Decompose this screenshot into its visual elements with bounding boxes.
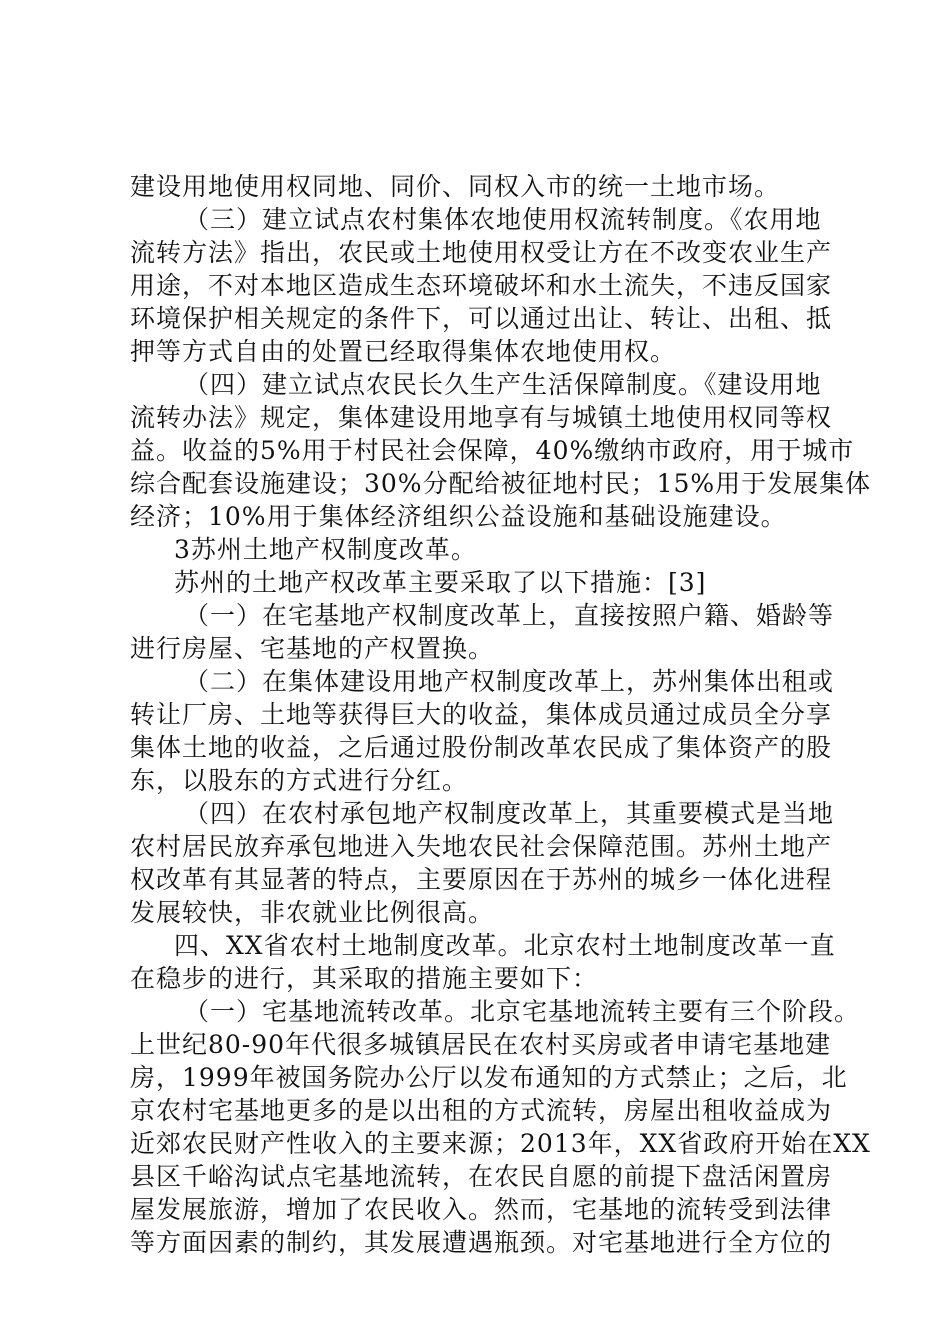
text-line: 农村居民放弃承包地进入失地农民社会保障范围。苏州土地产 xyxy=(130,832,833,861)
text-line: （三）建立试点农村集体农地使用权流转制度。《农用地 xyxy=(184,205,822,234)
text-line: 发展较快，非农就业比例很高。 xyxy=(130,898,495,927)
text-line: 流转办法》规定，集体建设用地享有与城镇土地使用权同等权 xyxy=(130,403,833,432)
body-text xyxy=(130,170,872,1259)
text-line: （二）在集体建设用地产权制度改革上，苏州集体出租或 xyxy=(184,667,835,696)
text-line: 环境保护相关规定的条件下，可以通过出让、转让、出租、抵 xyxy=(130,304,833,333)
section-heading: 四、XX省农村土地制度改革。北京农村土地制度改革一直 xyxy=(174,931,836,960)
text-line: 近郊农民财产性收入的主要来源；2013年，XX省政府开始在XX xyxy=(130,1129,871,1158)
text-line: 在稳步的进行，其采取的措施主要如下： xyxy=(130,964,599,993)
text-line: 建设用地使用权同地、同价、同权入市的统一土地市场。 xyxy=(130,172,781,201)
text-line: 县区千峪沟试点宅基地流转，在农民自愿的前提下盘活闲置房 xyxy=(130,1162,833,1191)
text-line: 权改革有其显著的特点，主要原因在于苏州的城乡一体化进程 xyxy=(130,865,833,894)
text-line: （四）建立试点农民长久生产生活保障制度。《建设用地 xyxy=(184,370,822,399)
text-line: 上世纪80-90年代很多城镇居民在农村买房或者申请宅基地建 xyxy=(130,1030,832,1059)
text-line: 集体土地的收益，之后通过股份制改革农民成了集体资产的股 xyxy=(130,733,833,762)
text-line: 京农村宅基地更多的是以出租的方式流转，房屋出租收益成为 xyxy=(130,1096,833,1125)
text-line: 流转方法》指出，农民或土地使用权受让方在不改变农业生产 xyxy=(130,238,833,267)
text-line: 东，以股东的方式进行分红。 xyxy=(130,766,469,795)
text-line: （四）在农村承包地产权制度改革上，其重要模式是当地 xyxy=(184,799,835,828)
text-line: 益。收益的5%用于村民社会保障，40%缴纳市政府，用于城市 xyxy=(130,436,855,465)
text-line: 苏州的土地产权改革主要采取了以下措施：[3] xyxy=(174,568,707,597)
text-line: 押等方式自由的处置已经取得集体农地使用权。 xyxy=(130,337,677,366)
text-line: 综合配套设施建设；30%分配给被征地村民；15%用于发展集体 xyxy=(130,469,872,498)
text-line: 房，1999年被国务院办公厅以发布通知的方式禁止；之后，北 xyxy=(130,1063,848,1092)
text-line: 经济；10%用于集体经济组织公益设施和基础设施建设。 xyxy=(130,502,787,531)
section-heading: 3苏州土地产权制度改革。 xyxy=(174,535,477,564)
text-line: 转让厂房、土地等获得巨大的收益，集体成员通过成员全分享 xyxy=(130,700,833,729)
text-line: （一）在宅基地产权制度改革上，直接按照户籍、婚龄等 xyxy=(184,601,835,630)
text-line: 屋发展旅游，增加了农民收入。然而，宅基地的流转受到法律 xyxy=(130,1195,833,1224)
text-line: 用途，不对本地区造成生态环境破坏和水土流失，不违反国家 xyxy=(130,271,833,300)
text-line: （一）宅基地流转改革。北京宅基地流转主要有三个阶段。 xyxy=(184,997,861,1026)
text-line: 进行房屋、宅基地的产权置换。 xyxy=(130,634,495,663)
text-line: 等方面因素的制约，其发展遭遇瓶颈。对宅基地进行全方位的 xyxy=(130,1228,833,1257)
